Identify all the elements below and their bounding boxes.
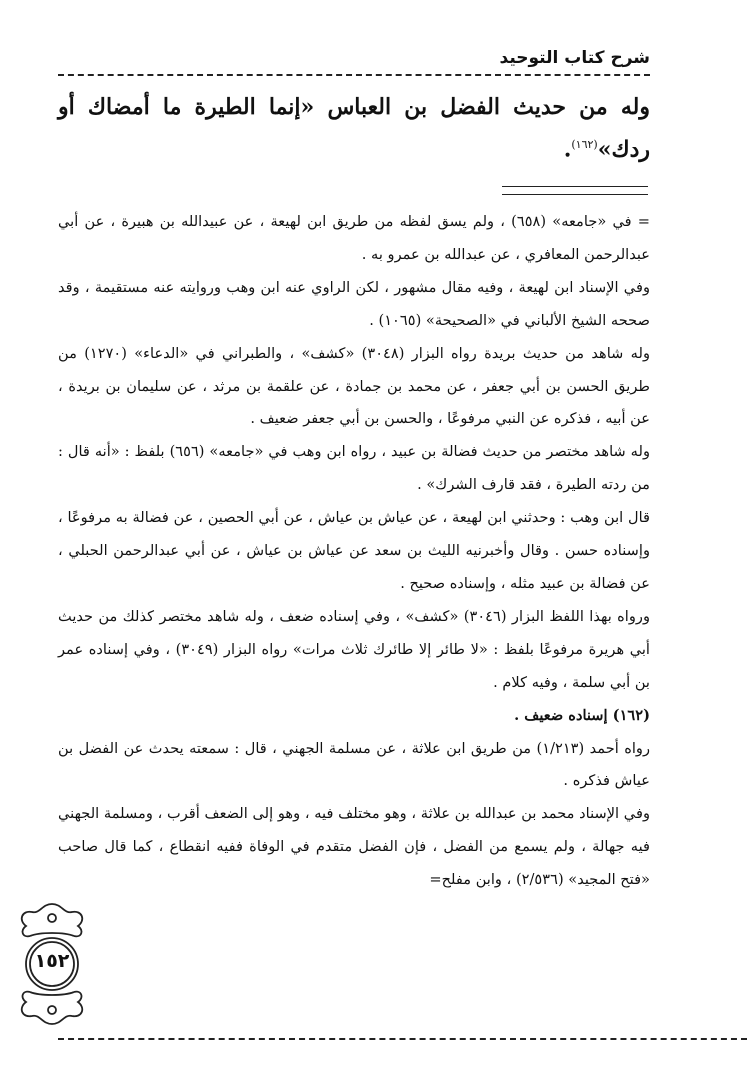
footnote-paragraph: وله شاهد مختصر من حديث فضالة بن عبيد ، رواه ابن وهب في «جامعه» (٦٥٦) بلفظ : «أنه قال : من ردته الطيرة ، فقد قارف الشرك» . [58,443,651,494]
footnote-paragraph: ورواه بهذا اللفظ البزار (٣٠٤٦) «كشف» ، وفي إسناده ضعف ، وله شاهد مختصر كذلك من حديث أبي هريرة مرفوعًا بلفظ : «لا طائر إلا طائرك ثلاث مرات» رواه البزار (٣٠٤٩) ، وفي إسناده عمر بن أبي سلمة ، وفيه كلام . [58,607,650,691]
page-number: ١٥٢ [34,950,70,972]
footnote-paragraph: رواه أحمد (١/٢١٣) من طريق ابن علاثة ، عن مسلمة الجهني ، قال : سمعته يحدث عن الفضل بن عياش فذكره . [58,739,650,790]
footnote-paragraph: قال ابن وهب : وحدثني ابن لهيعة ، عن عياش بن عياش ، عن أبي الحصين ، عن فضالة به مرفوعًا ، وإسناده حسن . وقال وأخبرنيه الليث بن سعد عن عياش بن عياش ، عن أبي عبدالرحمن الحبلي ، عن فضالة بن عبيد مثله ، وإسناده صحيح . [58,509,650,592]
footnote-paragraph: وفي الإسناد ابن لهيعة ، وفيه مقال مشهور ، لكن الراوي عنه ابن وهب وروايته عنه مستقيمة ، وقد صححه الشيخ الألباني في «الصحيحة» (١٠٦٥) . [58,278,650,329]
page-number-ornament [6,900,98,1028]
main-text [58,88,650,168]
running-title: شرح كتاب التوحيد [499,48,650,68]
footnote-paragraph: وله شاهد من حديث بريدة رواه البزار (٣٠٤٨) «كشف» ، والطبراني في «الدعاء» (١٢٧٠) من طريق الحسن بن أبي جعفر ، عن محمد بن جمادة ، عن علقمة بن مرثد ، عن سليمان بن بريدة ، عن أبيه ، فذكره عن النبي مرفوعًا ، والحسن بن أبي جعفر ضعيف . [58,344,650,428]
main-text-end: . [563,136,572,163]
page-header [58,40,650,76]
main-hadith-text: وله من حديث الفضل بن العباس «إنما الطيرة ما أمضاك أو ردك» [58,94,650,163]
header-divider [58,74,650,76]
footnote-paragraph: وفي الإسناد محمد بن عبدالله بن علاثة ، وهو مختلف فيه ، وهو إلى الضعف أقرب ، ومسلمة الجهني فيه جهالة ، ولم يسمع من الفضل ، فإن الفضل متقدم في الوفاة ففيه انقطاع ، كما قال صاحب «فتح المجيد» (٢/٥٣٦) ، وابن مفلح= [58,805,650,889]
footnote-separator [502,186,648,195]
footnotes [58,206,650,897]
footnote-ref-162[interactable]: (١٦٢) [571,138,598,151]
footer-divider [58,1038,747,1040]
footnote-162-heading: (١٦٢) إسناده ضعيف . [514,706,650,724]
footnote-paragraph: = في «جامعه» (٦٥٨) ، ولم يسق لفظه من طريق ابن لهيعة ، عن عبيدالله بن هبيرة ، عن أبي عبدالرحمن المعافري ، عن عبدالله بن عمرو به . [58,213,650,263]
